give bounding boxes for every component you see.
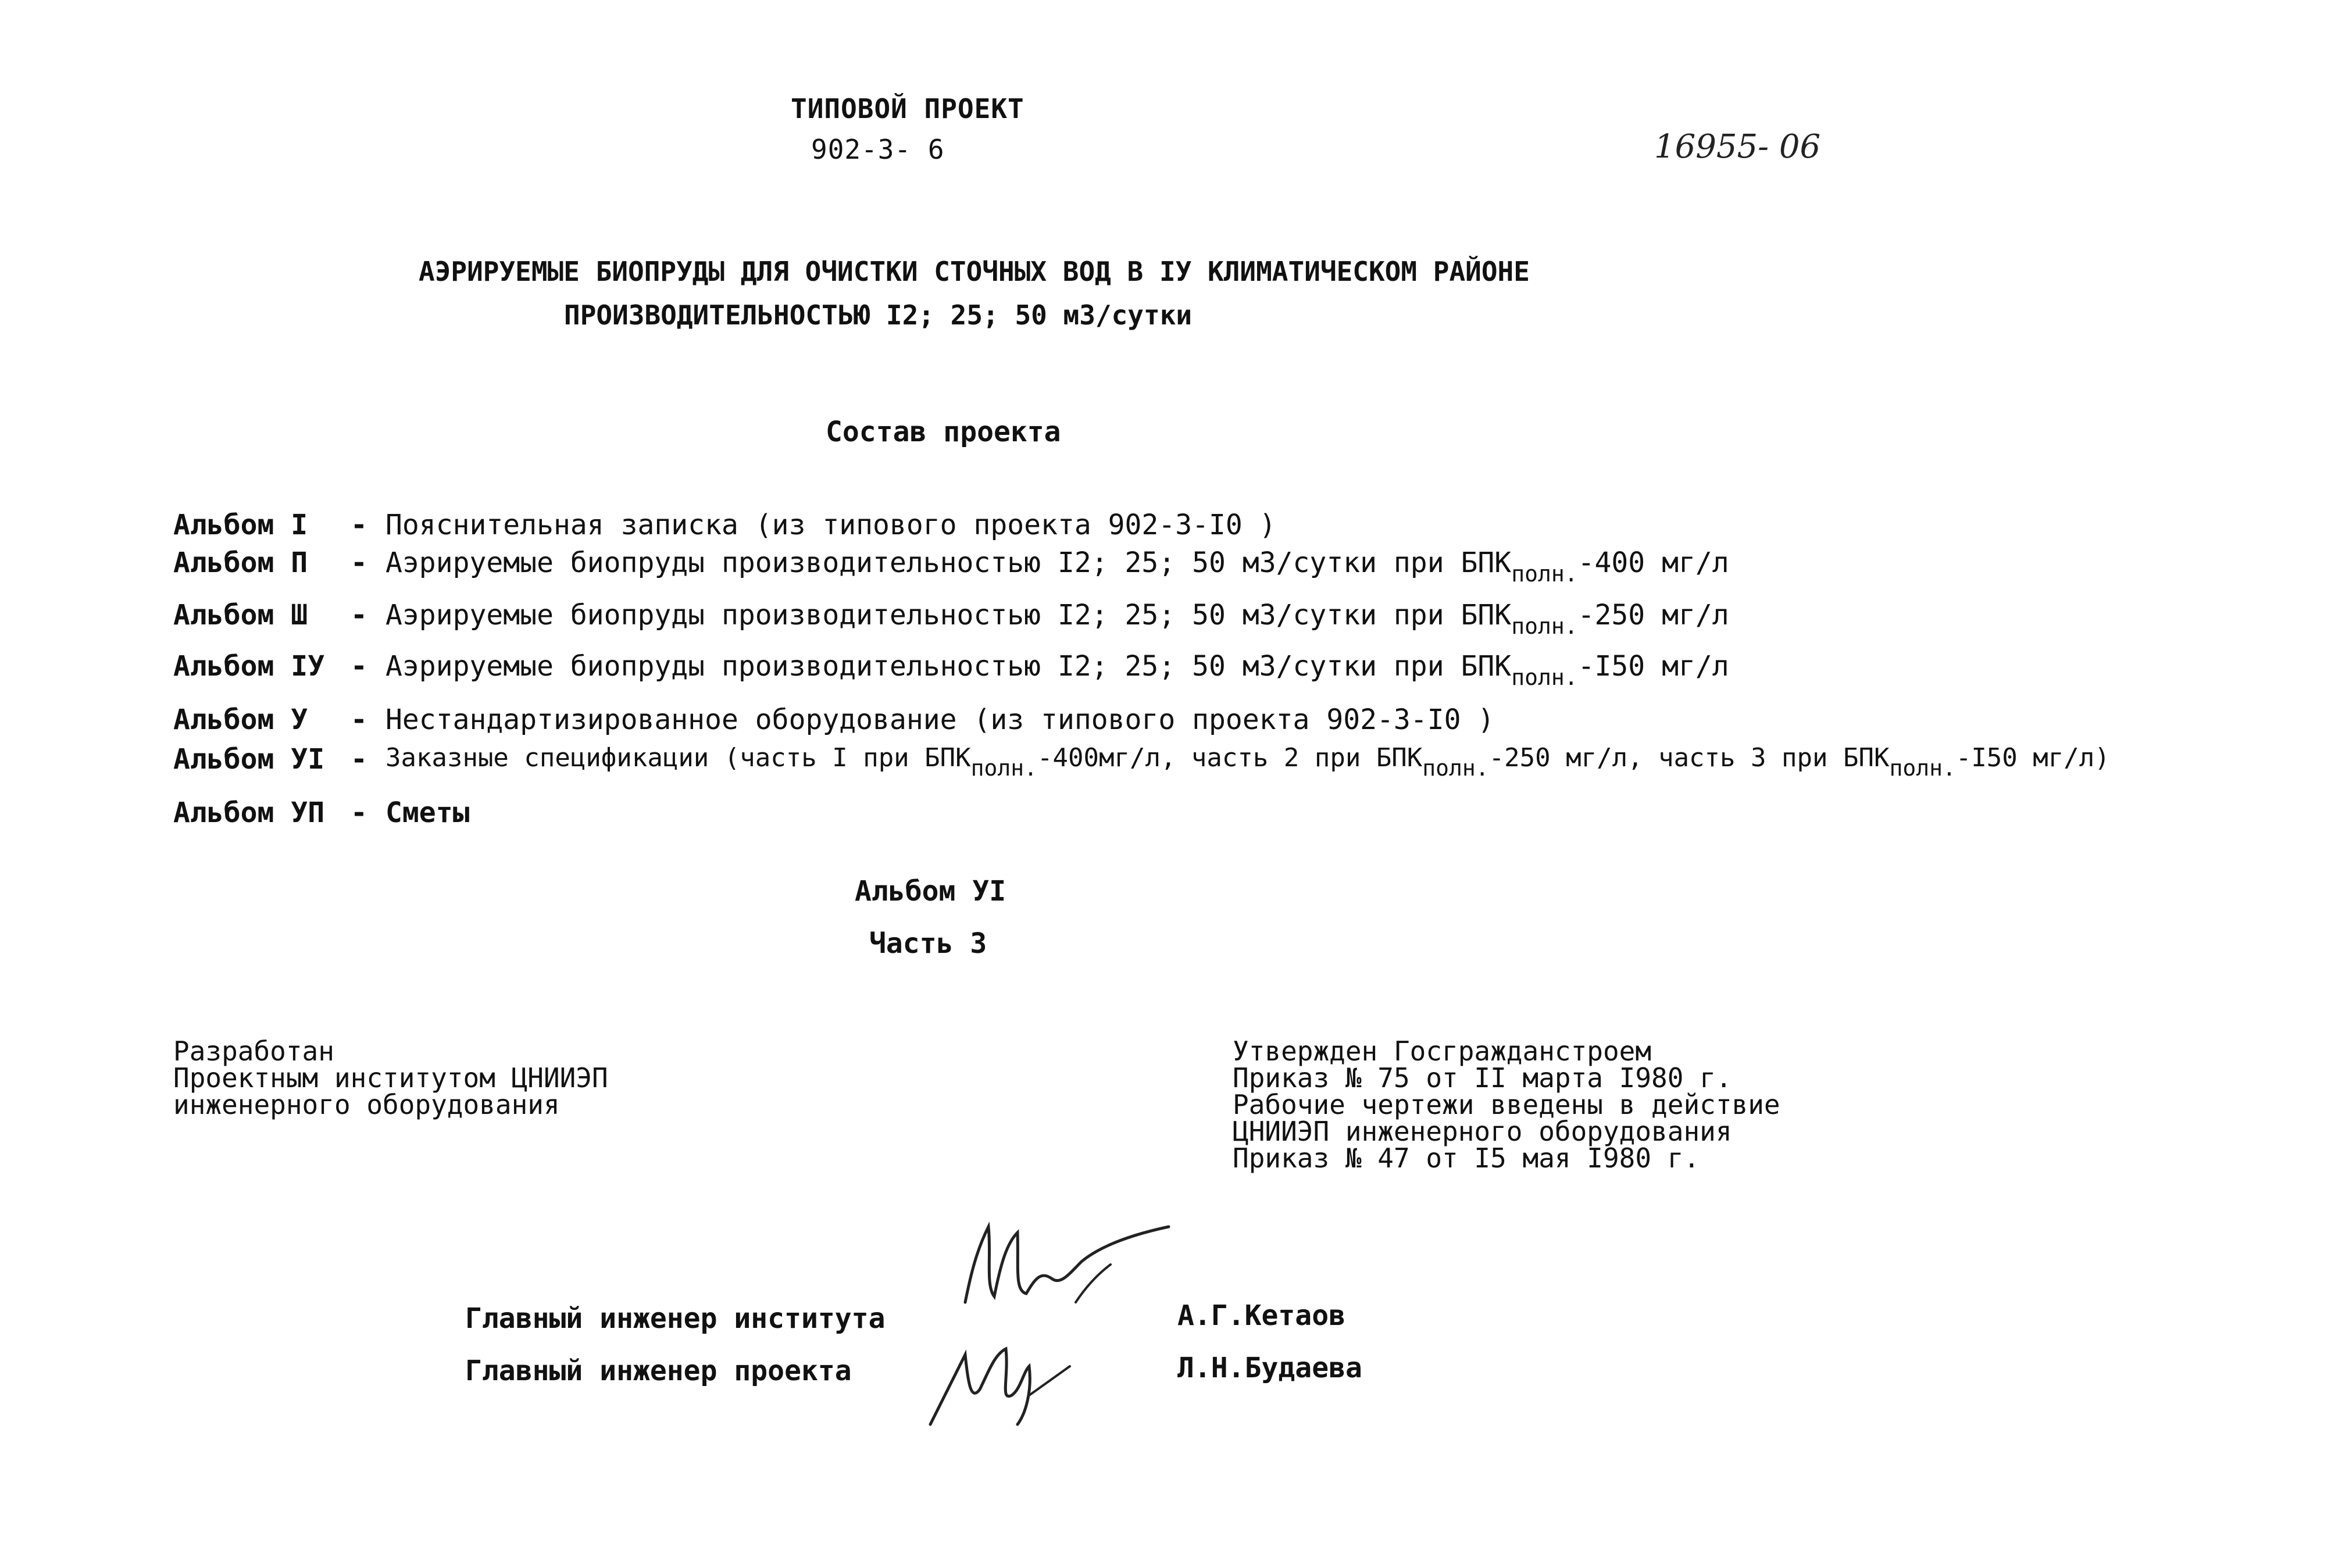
developed-by-block <box>173 1035 608 1120</box>
album-name: Альбом УI <box>173 743 325 776</box>
title-line-2: ПРОИЗВОДИТЕЛЬНОСТЬЮ I2; 25; 50 м3/сутки <box>564 299 1193 331</box>
current-album: Альбом УI <box>855 875 1006 908</box>
album-description: Пояснительная записка (из типового проекта 902-3-I0 ) <box>385 509 1276 541</box>
album-name: Альбом Ш <box>173 599 308 631</box>
album-name: Альбом IУ <box>173 650 325 683</box>
album-description: Аэрируемые биопруды производительностью I2; 25; 50 м3/сутки при $БПК_{полн.}-400$ мг/л <box>385 547 1729 587</box>
developed-line: Проектным институтом ЦНИИЭП <box>173 1062 608 1094</box>
signature-mark-chief-institute <box>954 1215 1174 1308</box>
album-dash: - <box>351 743 367 776</box>
signature-name: Л.Н.Будаева <box>1177 1352 1362 1384</box>
approved-line: Рабочие чертежи введены в действие <box>1233 1089 1780 1120</box>
approved-line: ЦНИИЭП инженерного оборудования <box>1233 1116 1732 1147</box>
approved-line: Приказ № 75 от II марта I980 г. <box>1233 1062 1732 1094</box>
approved-line: Утвержден Госгражданстроем <box>1233 1035 1652 1067</box>
approved-line: Приказ № 47 от I5 мая I980 г. <box>1233 1142 1700 1174</box>
album-description: Нестандартизированное оборудование (из типового проекта 902-3-I0 ) <box>385 703 1495 736</box>
developed-line: инженерного оборудования <box>173 1089 560 1120</box>
album-dash: - <box>351 650 367 683</box>
album-dash: - <box>351 796 367 829</box>
signature-role: Главный инженер проекта <box>465 1355 852 1387</box>
composition-heading: Состав проекта <box>826 416 1061 448</box>
signature-name: А.Г.Кетаов <box>1177 1299 1345 1332</box>
album-description: Аэрируемые биопруды производительностью I2; 25; 50 м3/сутки при $БПК_{полн.}-I50$ мг/л <box>385 650 1729 690</box>
developed-line: Разработан <box>173 1035 334 1067</box>
signature-role: Главный инженер института <box>465 1302 886 1335</box>
album-dash: - <box>351 547 367 579</box>
archive-number: 16955- 06 <box>1654 128 1821 166</box>
title-line-1: АЭРИРУЕМЫЕ БИОПРУДЫ ДЛЯ ОЧИСТКИ СТОЧНЫХ ВОД В IУ КЛИМАТИЧЕСКОМ РАЙОНЕ <box>419 256 1530 287</box>
album-dash: - <box>351 703 367 736</box>
album-name: Альбом У <box>173 703 308 736</box>
approved-block <box>1233 1035 1780 1174</box>
album-description: Сметы <box>385 796 470 829</box>
album-name: Альбом УП <box>173 796 325 829</box>
album-description: Заказные спецификации (часть I при БПКполн.-400мг/л, часть 2 при БПКполн.-250 мг/л, часть 3 при БПКполн.-I50 мг/л) <box>385 743 2110 781</box>
signature-mark-chief-project <box>924 1331 1076 1430</box>
album-description: Аэрируемые биопруды производительностью I2; 25; 50 м3/сутки при $БПК_{полн.}-250$ мг/л <box>385 599 1729 639</box>
project-number: 902-3- 6 <box>811 134 945 165</box>
album-name: Альбом I <box>173 509 308 541</box>
project-type: ТИПОВОЙ ПРОЕКТ <box>791 93 1024 124</box>
current-part: Часть 3 <box>869 927 987 960</box>
album-dash: - <box>351 599 367 631</box>
album-dash: - <box>351 509 367 541</box>
album-name: Альбом П <box>173 547 308 579</box>
